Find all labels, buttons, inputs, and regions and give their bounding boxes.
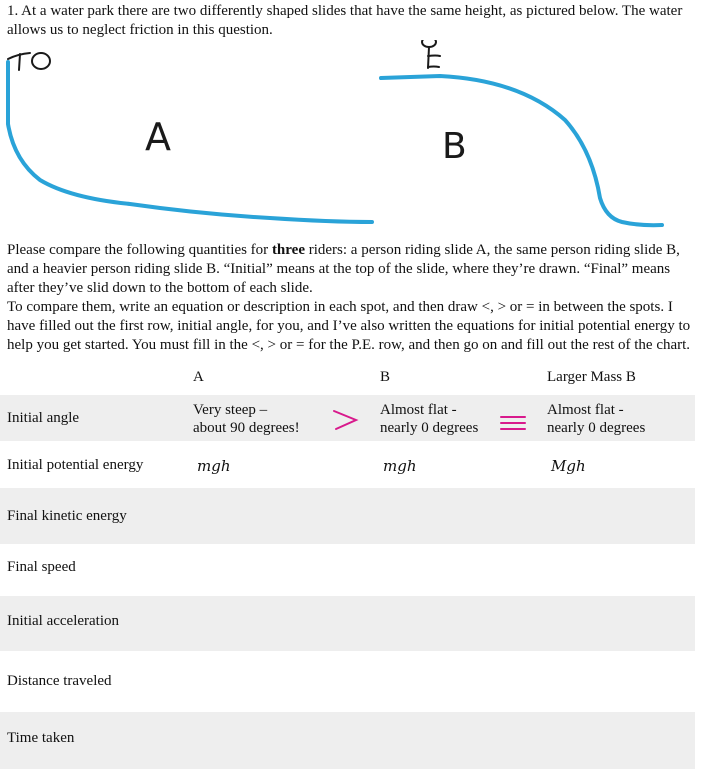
greater-than-symbol xyxy=(330,407,360,431)
row-label: Time taken xyxy=(7,730,75,746)
question-intro: 1. At a water park there are two differently shaped slides that have the same height, as pictured below. The water allows us to neglect friction in this question. xyxy=(7,3,683,38)
slide-a-label: A xyxy=(145,115,171,159)
cell-b[interactable]: mgh xyxy=(383,457,417,475)
table-row-initial-potential-energy xyxy=(0,441,695,488)
rider-a-sketch xyxy=(8,53,50,70)
row-label: Final speed xyxy=(7,559,76,575)
instructions-part2: To compare them, write an equation or description in each spot, and then draw <, > or = in between the spots. I have filled out the first row, initial angle, for you, and I’ve also written the equations for initial potential energy to help you get started. You must fill in the <, > or = for the P.E. row, and then go on and fill out the rest of the chart. xyxy=(7,299,691,353)
column-header-larger-mass-b: Larger Mass B xyxy=(547,369,636,385)
rider-b-sketch xyxy=(422,40,440,68)
column-header-b: B xyxy=(380,369,391,385)
table-row-initial-angle xyxy=(0,395,695,441)
table-row-time-taken xyxy=(0,712,695,769)
slide-b-label: B xyxy=(442,126,467,167)
row-label: Initial acceleration xyxy=(7,613,120,629)
equals-symbol xyxy=(499,413,527,431)
row-label: Initial angle xyxy=(7,410,80,426)
cell-b[interactable]: Almost flat - nearly 0 degrees xyxy=(380,402,479,436)
table-row-distance-traveled xyxy=(0,651,695,712)
row-label: Final kinetic energy xyxy=(7,508,127,524)
instructions-bold: three xyxy=(271,242,305,258)
cell-larger-mass-b[interactable]: Almost flat - nearly 0 degrees xyxy=(547,402,646,436)
slide-a-path xyxy=(8,62,372,222)
slide-b-path xyxy=(381,76,662,225)
row-label: Distance traveled xyxy=(7,673,112,689)
table-row-final-kinetic-energy xyxy=(0,488,695,544)
instructions-part1-end: riders: a person riding slide A, the same person riding slide B, and a heavier person riding slide B. “Initial” means at the top of the slide, where they’re drawn. “Final” means after they’ve slid down to the bottom of each slide. xyxy=(7,242,680,296)
cell-a[interactable]: mgh xyxy=(197,457,231,475)
instructions xyxy=(7,241,697,355)
column-header-a: A xyxy=(193,369,204,385)
cell-a[interactable]: Very steep – about 90 degrees! xyxy=(193,402,300,436)
instructions-part1: Please compare the following quantities for xyxy=(7,242,272,258)
table-row-final-speed xyxy=(0,544,695,596)
table-row-initial-acceleration xyxy=(0,596,695,651)
cell-larger-mass-b[interactable]: Mgh xyxy=(551,457,586,475)
row-label: Initial potential energy xyxy=(7,457,144,473)
slides-drawing xyxy=(0,40,703,240)
